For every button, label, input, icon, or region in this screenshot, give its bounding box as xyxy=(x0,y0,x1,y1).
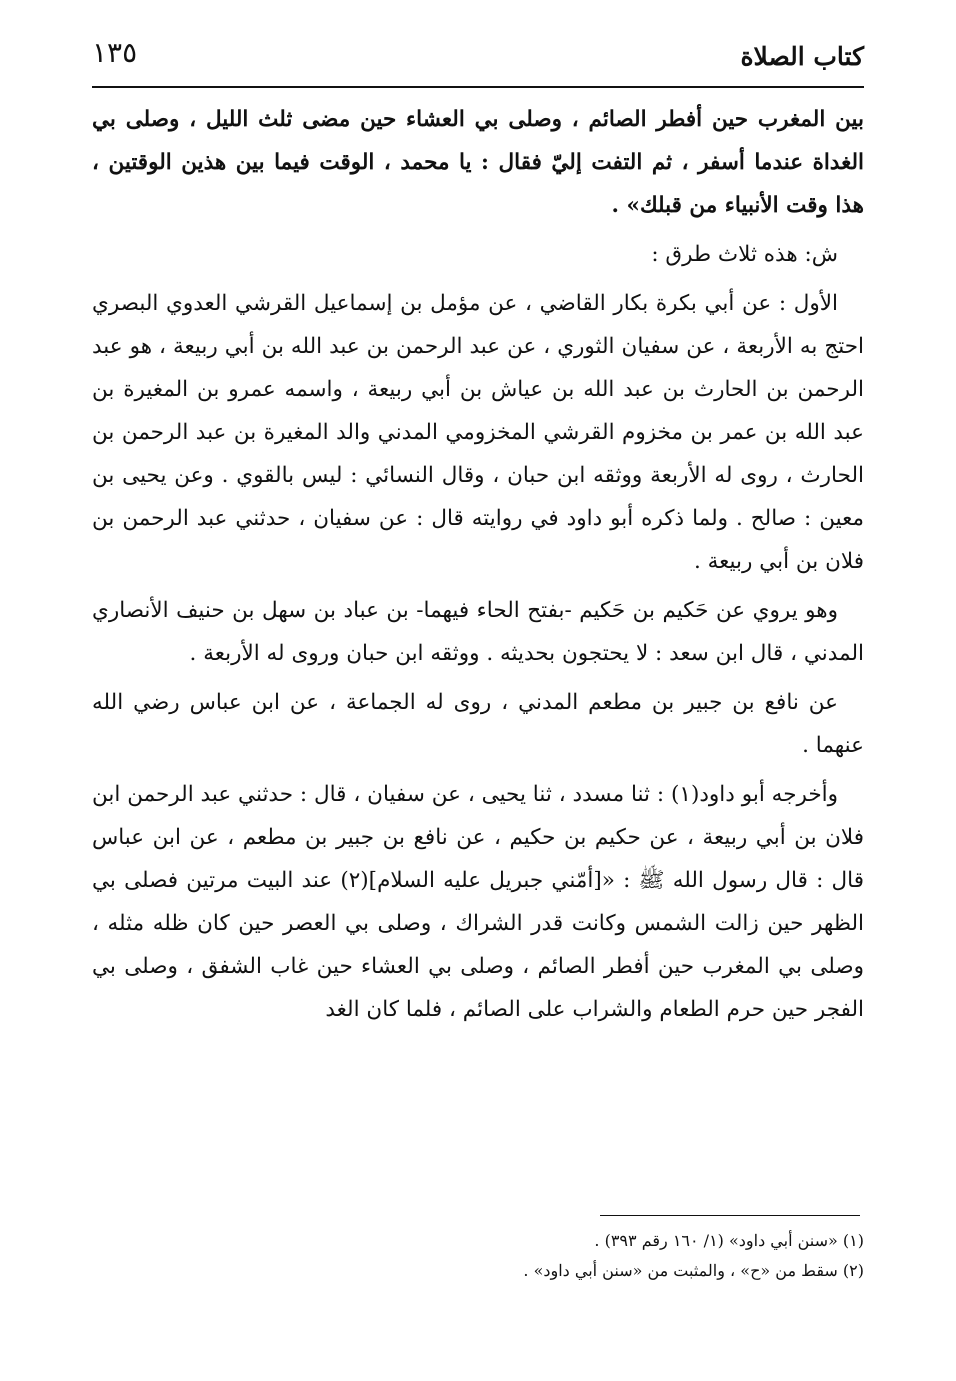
paragraph-narrator-hakim: وهو يروي عن حَكيم بن حَكيم -بفتح الحاء فيهما- بن عباد بن سهل بن حنيف الأنصاري المدني ، قال ابن سعد : لا يحتجون بحديثه . ووثقه ابن حبان وروى له الأربعة . xyxy=(92,598,864,666)
footnote-1: (١) «سنن أبي داود» (١/ ١٦٠ رقم ٣٩٣) . xyxy=(594,1231,864,1250)
footnotes xyxy=(92,1226,864,1286)
page-header xyxy=(92,36,864,80)
paragraph-narrator-nafi: عن نافع بن جبير بن مطعم المدني ، روى له الجماعة ، عن ابن عباس رضي الله عنهما . xyxy=(92,690,864,758)
page-number: ١٣٥ xyxy=(92,36,138,69)
footnote-divider xyxy=(600,1215,860,1216)
paragraph-commentary-intro: ش: هذه ثلاث طرق : xyxy=(651,242,838,267)
header-divider xyxy=(92,86,864,88)
main-text xyxy=(92,98,864,1037)
chapter-title: كتاب الصلاة xyxy=(740,42,864,71)
paragraph-abu-dawud: وأخرجه أبو داود(١) : ثنا مسدد ، ثنا يحيى ، عن سفيان ، قال : حدثني عبد الرحمن ابن فلان بن أبي ربيعة ، عن حكيم بن حكيم ، عن نافع بن جبير بن مطعم ، عن ابن عباس قال : قال رسول الله ﷺ : «[أمّني جبريل عليه السلام](٢) عند البيت مرتين فصلى بي الظهر حين زالت الشمس وكانت قدر الشراك ، وصلى بي العصر حين كان ظله مثله ، وصلى بي المغرب حين أفطر الصائم ، وصلى بي العشاء حين غاب الشفق ، وصلى بي الفجر حين حرم الطعام والشراب على الصائم ، فلما كان الغد xyxy=(92,782,864,1022)
paragraph-first-chain: الأول : عن أبي بكرة بكار القاضي ، عن مؤمل بن إسماعيل القرشي العدوي البصري احتج به الأربعة ، عن سفيان الثوري ، عن عبد الرحمن بن عبد الله بن أبي ربيعة ، هو عبد الرحمن بن الحارث بن عبد الله بن عياش بن أبي ربيعة ، واسمه عمرو بن المغيرة بن عبد الله بن عمر بن مخزوم القرشي المخزومي المدني والد المغيرة بن عبد الرحمن بن الحارث ، روى له الأربعة ووثقه ابن حبان ، وقال النسائي : ليس بالقوي . وعن يحيى بن معين : صالح . ولما ذكره أبو داود في روايته قال : عن سفيان ، حدثني عبد الرحمن بن فلان بن أبي ربيعة . xyxy=(92,291,864,574)
footnote-2: (٢) سقط من «ح» ، والمثبت من «سنن أبي داود» . xyxy=(523,1261,864,1280)
paragraph-hadith-end: بين المغرب حين أفطر الصائم ، وصلى بي العشاء حين مضى ثلث الليل ، وصلى بي الغداة عندما أسفر ، ثم التفت إليّ فقال : يا محمد ، الوقت فيما بين هذين الوقتين ، هذا وقت الأنبياء من قبلك» . xyxy=(92,107,864,218)
